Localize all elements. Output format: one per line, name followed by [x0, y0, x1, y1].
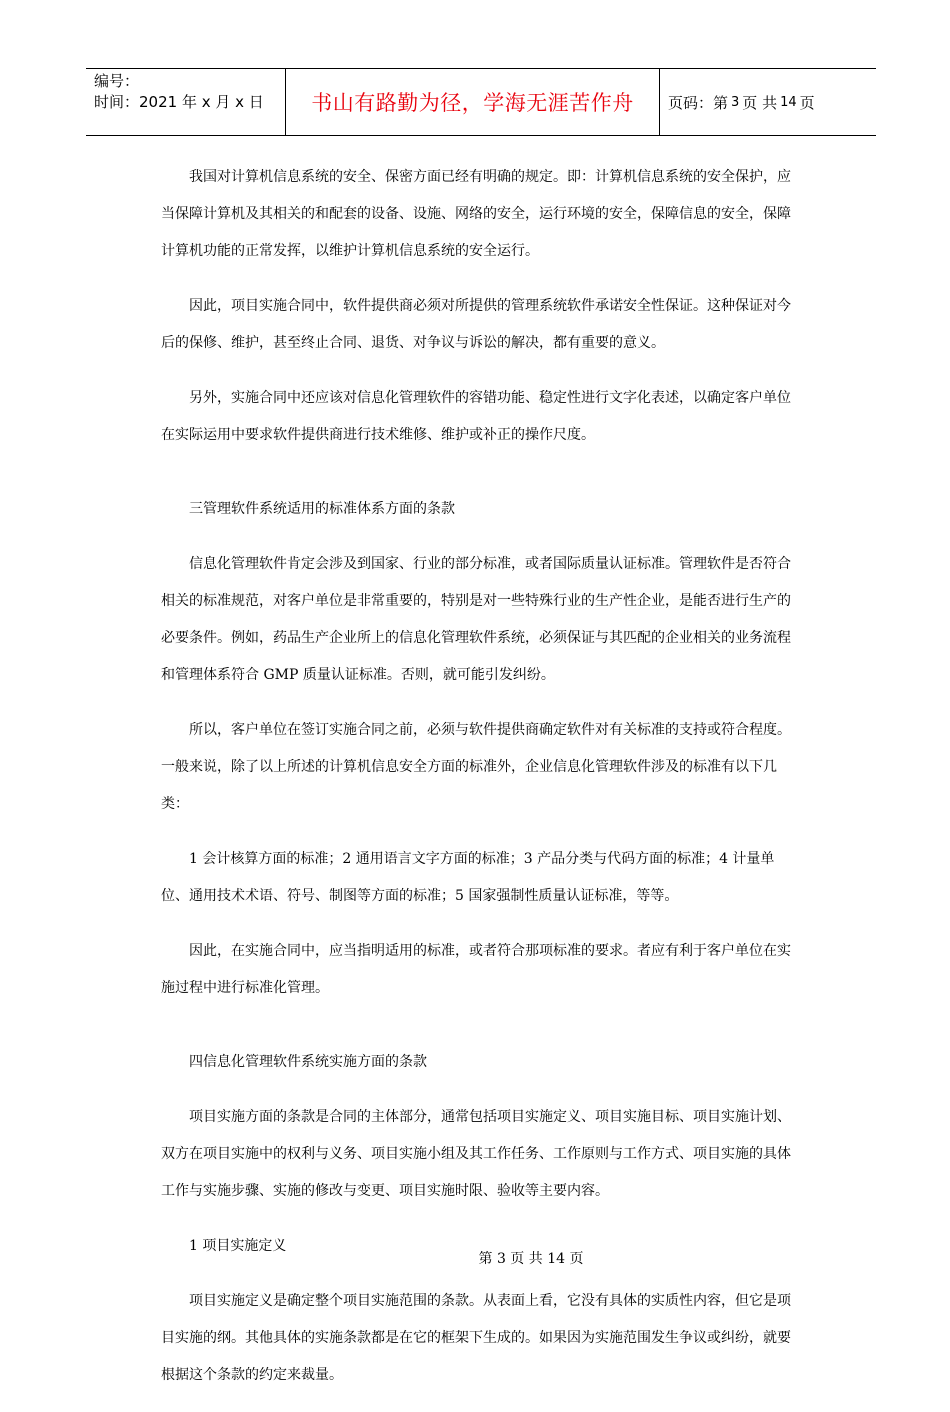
page-prefix: 页码：第	[668, 93, 729, 112]
subsection-heading-4-1: 1 项目实施定义	[189, 1238, 287, 1254]
document-number-label: 编号：	[94, 72, 140, 90]
paragraph-implementation-terms: 项目实施方面的条款是合同的主体部分，通常包括项目实施定义、项目实施目标、项目实施计划、双方在项目实施中的权利与义务、项目实施小组及其工作任务、工作原则与工作方式、项目实施的具体工作与实施步骤、实施的修改与变更、项目实施时限、验收等主要内容。	[161, 1109, 791, 1199]
section-heading-4: 四信息化管理软件系统实施方面的条款	[189, 1054, 427, 1070]
paragraph-standards-conclusion: 因此，在实施合同中，应当指明适用的标准，或者符合那项标准的要求。者应有利于客户单位在实施过程中进行标准化管理。	[161, 943, 791, 996]
header-motto: 书山有路勤为径，学海无涯苦作舟	[286, 69, 660, 135]
page-suffix: 页	[799, 93, 815, 112]
page-header	[86, 68, 876, 136]
header-meta	[86, 69, 286, 135]
header-page-number	[660, 69, 876, 135]
page-footer: 第 3 页 共 14 页	[478, 1251, 584, 1267]
section-heading-3: 三管理软件系统适用的标准体系方面的条款	[189, 501, 455, 517]
paragraph-implementation-definition: 项目实施定义是确定整个项目实施范围的条款。从表面上看，它没有具体的实质性内容，但它是项目实施的纲。其他具体的实施条款都是在它的框架下生成的。如果因为实施范围发生争议或纠纷，就要根据这个条款的约定来裁量。	[161, 1293, 791, 1383]
paragraph-standards-intro: 信息化管理软件肯定会涉及到国家、行业的部分标准，或者国际质量认证标准。管理软件是否符合相关的标准规范，对客户单位是非常重要的，特别是对一些特殊行业的生产性企业，是能否进行生产的必要条件。例如，药品生产企业所上的信息化管理软件系统，必须保证与其匹配的企业相关的业务流程和管理体系符合 GMP 质量认证标准。否则，就可能引发纠纷。	[161, 556, 791, 683]
paragraph-fault-tolerance: 另外，实施合同中还应该对信息化管理软件的容错功能、稳定性进行文字化表述，以确定客户单位在实际运用中要求软件提供商进行技术维修、维护或补正的操作尺度。	[161, 390, 791, 443]
paragraph-security-regulation: 我国对计算机信息系统的安全、保密方面已经有明确的规定。即：计算机信息系统的安全保护，应当保障计算机及其相关的和配套的设备、设施、网络的安全，运行环境的安全，保障信息的安全，保障计算机功能的正常发挥，以维护计算机信息系统的安全运行。	[161, 169, 791, 259]
document-body	[161, 159, 801, 1412]
page-current: 3	[731, 94, 740, 110]
paragraph-standards-support: 所以，客户单位在签订实施合同之前，必须与软件提供商确定软件对有关标准的支持或符合程度。一般来说，除了以上所述的计算机信息安全方面的标准外，企业信息化管理软件涉及的标准有以下几类：	[161, 722, 791, 812]
page-total: 14	[780, 94, 797, 110]
page-mid: 页 共	[742, 93, 778, 112]
paragraph-security-guarantee: 因此，项目实施合同中，软件提供商必须对所提供的管理系统软件承诺安全性保证。这种保证对今后的保修、维护，甚至终止合同、退货、对争议与诉讼的解决，都有重要的意义。	[161, 298, 791, 351]
document-date: 时间：2021 年 x 月 x 日	[94, 93, 264, 111]
paragraph-standards-list: 1 会计核算方面的标准；2 通用语言文字方面的标准；3 产品分类与代码方面的标准；4 计量单位、通用技术术语、符号、制图等方面的标准；5 国家强制性质量认证标准，等等。	[161, 851, 775, 904]
